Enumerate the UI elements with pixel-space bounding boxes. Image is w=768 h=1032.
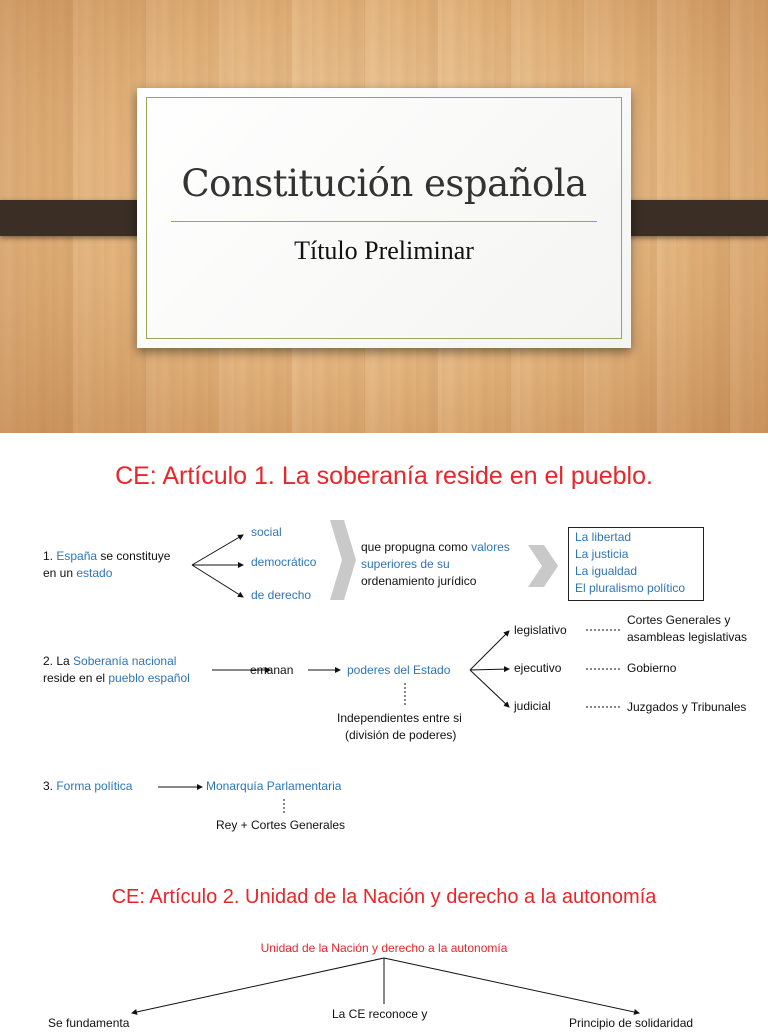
organ-gobierno: Gobierno — [627, 661, 677, 675]
p1-propugna-line1 — [361, 539, 510, 556]
title-slide — [0, 0, 768, 433]
title-card — [137, 88, 631, 348]
value-igualdad: La igualdad — [575, 564, 638, 578]
arrow-to-legislativo — [470, 631, 509, 670]
p2-line1 — [43, 653, 176, 670]
arrow-to-left — [132, 958, 384, 1013]
p1-text1: se constituye — [97, 549, 171, 563]
value-justicia: La justicia — [575, 547, 629, 561]
article-2-right: Principio de solidaridad — [569, 1016, 694, 1030]
branch-de-derecho: de derecho — [251, 588, 312, 602]
arrow-to-right — [384, 958, 639, 1013]
slide-title: Constitución española — [181, 162, 587, 205]
p2-division: (división de poderes) — [345, 728, 457, 742]
p3-line — [43, 778, 132, 795]
branch-social: social — [251, 525, 282, 539]
arrow-to-judicial — [470, 670, 509, 707]
p1-propugna-line2: superiores de su — [361, 557, 450, 571]
arrow-to-derecho — [192, 565, 243, 597]
p3-monarquia: Monarquía Parlamentaria — [206, 779, 342, 793]
p1-propugna: que propugna como — [361, 540, 472, 554]
p1-espana: España — [56, 549, 98, 563]
chevron-arrow-2 — [528, 545, 558, 587]
p2-soberania: Soberanía nacional — [73, 654, 177, 668]
p3-num: 3. — [43, 779, 57, 793]
decorative-band-left — [0, 200, 156, 236]
power-ejecutivo: ejecutivo — [514, 661, 562, 675]
title-divider — [171, 221, 597, 222]
value-libertad: La libertad — [575, 530, 632, 544]
p3-forma: Forma política — [56, 779, 133, 793]
article-2-left: Se fundamenta — [48, 1016, 130, 1030]
p1-num: 1. — [43, 549, 57, 563]
article-2-center: Unidad de la Nación y derecho a la autonomía — [260, 941, 508, 955]
p2-num: 2. La — [43, 654, 74, 668]
p1-estado: estado — [76, 566, 113, 580]
p2-emanan: emanan — [250, 663, 294, 677]
organ-juzgados: Juzgados y Tribunales — [627, 700, 747, 714]
power-judicial: judicial — [514, 699, 551, 713]
article-2-middle: La CE reconoce y — [332, 1007, 428, 1021]
chevron-arrow-1 — [330, 520, 356, 600]
branch-democratico: democrático — [251, 555, 317, 569]
organ-cortes-line1: Cortes Generales y — [627, 613, 731, 627]
value-pluralismo: El pluralismo político — [575, 581, 686, 595]
arrow-to-ejecutivo — [470, 669, 509, 670]
arrow-to-social — [192, 535, 243, 565]
p1-valores: valores — [471, 540, 510, 554]
p1-line1 — [43, 548, 170, 565]
p2-pueblo: pueblo español — [108, 671, 190, 685]
p2-independientes: Independientes entre si — [337, 711, 462, 725]
p2-poderes: poderes del Estado — [347, 663, 451, 677]
p1-line2 — [43, 565, 112, 582]
p1-text2: en un — [43, 566, 77, 580]
organ-cortes-line2: asambleas legislativas — [627, 630, 748, 644]
p1-propugna-line3: ordenamiento jurídico — [361, 574, 477, 588]
article-2-heading: CE: Artículo 2. Unidad de la Nación y derecho a la autonomía — [111, 886, 657, 908]
article-1-heading: CE: Artículo 1. La soberanía reside en el pueblo. — [115, 462, 653, 490]
p2-line2 — [43, 670, 190, 687]
p3-rey-cortes: Rey + Cortes Generales — [216, 818, 346, 832]
p2-text2: reside en el — [43, 671, 109, 685]
title-card-border — [146, 97, 622, 339]
decorative-band-right — [612, 200, 768, 236]
power-legislativo: legislativo — [514, 623, 567, 637]
slide-subtitle: Título Preliminar — [294, 236, 474, 265]
